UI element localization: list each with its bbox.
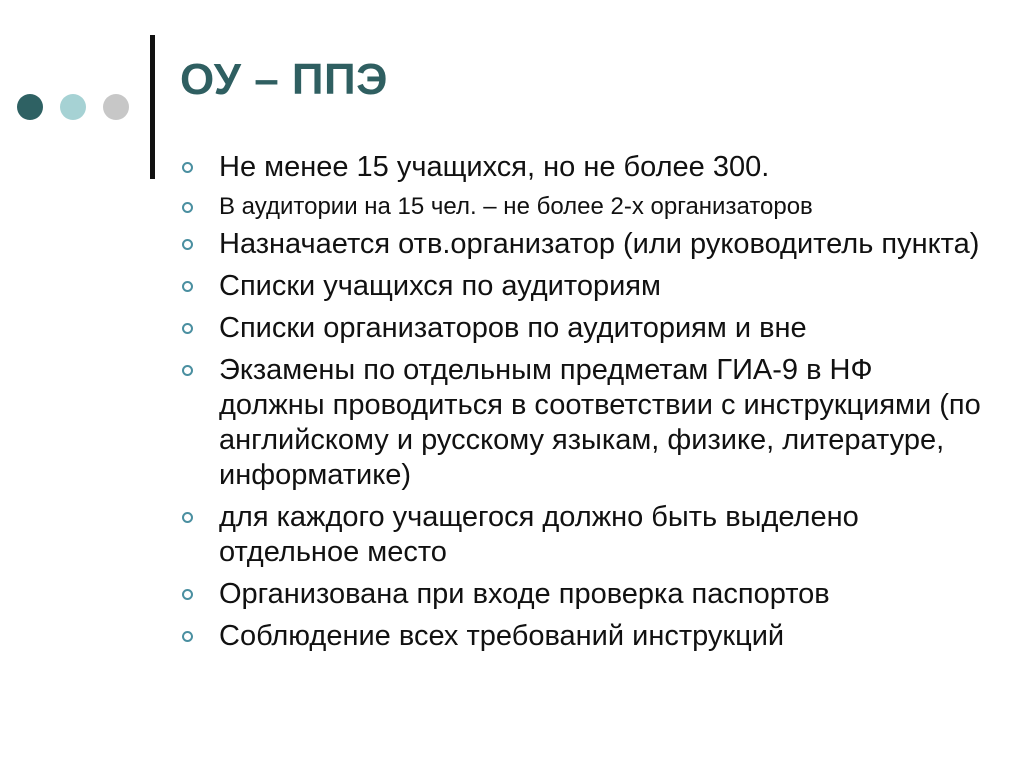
bullet-circle-icon: [182, 239, 193, 250]
slide-title: ОУ – ППЭ: [180, 55, 388, 104]
bullet-text: Экзамены по отдельным предметам ГИА-9 в НФ должны проводиться в соответствии с инструкциями (по английскому и русскому языкам, физике, литературе, информатике): [219, 354, 981, 491]
vertical-divider: [150, 35, 155, 179]
bullet-item: [182, 227, 982, 262]
bullet-text: В аудитории на 15 чел. – не более 2-х организаторов: [219, 193, 813, 220]
bullet-circle-icon: [182, 512, 193, 523]
bullet-item: [182, 500, 982, 570]
bullet-item: [182, 619, 982, 654]
bullet-circle-icon: [182, 589, 193, 600]
bullet-circle-icon: [182, 631, 193, 642]
bullet-list: [182, 150, 982, 661]
decorative-dot-gray: [103, 94, 129, 120]
decorative-dot-light: [60, 94, 86, 120]
bullet-text: Списки организаторов по аудиториям и вне: [219, 312, 807, 344]
bullet-text: Назначается отв.организатор (или руководитель пункта): [219, 228, 980, 260]
decorative-dot-dark: [17, 94, 43, 120]
bullet-item: [182, 269, 982, 304]
bullet-text: Организована при входе проверка паспортов: [219, 578, 830, 610]
bullet-item: [182, 577, 982, 612]
bullet-circle-icon: [182, 281, 193, 292]
bullet-item: [182, 150, 982, 185]
bullet-item: [182, 192, 982, 222]
bullet-circle-icon: [182, 162, 193, 173]
bullet-circle-icon: [182, 202, 193, 213]
bullet-item: [182, 311, 982, 346]
bullet-text: Не менее 15 учащихся, но не более 300.: [219, 151, 770, 183]
bullet-circle-icon: [182, 365, 193, 376]
bullet-text: Списки учащихся по аудиториям: [219, 270, 661, 302]
bullet-circle-icon: [182, 323, 193, 334]
bullet-text: Соблюдение всех требований инструкций: [219, 620, 785, 652]
bullet-item: [182, 353, 982, 493]
bullet-text: для каждого учащегося должно быть выделено отдельное место: [219, 501, 859, 568]
